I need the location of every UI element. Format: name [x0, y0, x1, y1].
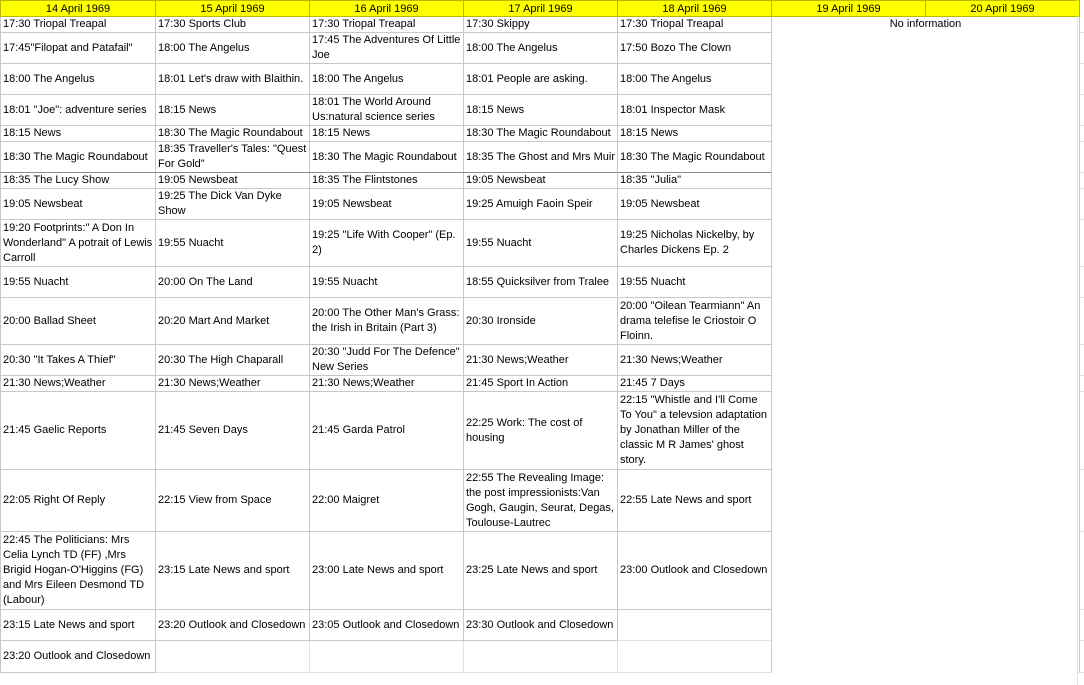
schedule-cell[interactable]: 18:35 The Lucy Show — [1, 173, 156, 189]
schedule-cell[interactable]: 20:00 The Other Man's Grass: the Irish in Britain (Part 3) — [310, 298, 464, 345]
schedule-cell[interactable]: 23:05 Outlook and Closedown — [310, 610, 464, 641]
schedule-cell[interactable]: 20:20 Mart And Market — [156, 298, 310, 345]
schedule-cell[interactable]: 18:30 The Magic Roundabout — [618, 142, 772, 173]
schedule-cell[interactable]: 19:55 Nuacht — [464, 220, 618, 267]
grid-line — [1077, 609, 1084, 610]
header-cell[interactable]: 20 April 1969 — [926, 1, 1080, 17]
schedule-cell[interactable]: 19:20 Footprints:" A Don In Wonderland" A potrait of Lewis Carroll — [1, 220, 156, 267]
schedule-cell[interactable]: 20:30 Ironside — [464, 298, 618, 345]
schedule-cell[interactable]: 17:50 Bozo The Clown — [618, 33, 772, 64]
schedule-cell[interactable]: 23:00 Late News and sport — [310, 532, 464, 610]
schedule-cell[interactable]: 19:05 Newsbeat — [1, 189, 156, 220]
schedule-cell[interactable] — [464, 641, 618, 673]
grid-line — [1077, 297, 1084, 298]
schedule-cell[interactable]: 17:30 Triopal Treapal — [618, 17, 772, 33]
schedule-cell[interactable]: 22:25 Work: The cost of housing — [464, 392, 618, 470]
schedule-cell[interactable]: 18:35 Traveller's Tales: "Quest For Gold" — [156, 142, 310, 173]
schedule-cell[interactable]: 22:05 Right Of Reply — [1, 470, 156, 532]
schedule-cell[interactable]: 22:00 Maigret — [310, 470, 464, 532]
schedule-cell[interactable]: 18:35 "Julia" — [618, 173, 772, 189]
schedule-cell[interactable]: 23:20 Outlook and Closedown — [156, 610, 310, 641]
schedule-cell[interactable]: 22:55 Late News and sport — [618, 470, 772, 532]
schedule-cell[interactable]: 18:35 The Flintstones — [310, 173, 464, 189]
grid-line — [1077, 219, 1084, 220]
schedule-cell[interactable]: 21:30 News;Weather — [1, 376, 156, 392]
grid-line — [1077, 640, 1084, 641]
header-cell[interactable]: 18 April 1969 — [618, 1, 772, 17]
schedule-cell[interactable]: 17:30 Sports Club — [156, 17, 310, 33]
schedule-cell[interactable]: 17:30 Triopal Treapal — [310, 17, 464, 33]
header-cell[interactable]: 16 April 1969 — [310, 1, 464, 17]
header-cell[interactable]: 17 April 1969 — [464, 1, 618, 17]
grid-line — [1077, 32, 1084, 33]
schedule-cell[interactable]: 22:55 The Revealing Image: the post impressionists:Van Gogh, Gaugin, Seurat, Degas, Toulouse-Lautrec — [464, 470, 618, 532]
grid-line — [1077, 672, 1084, 673]
schedule-cell[interactable]: 19:55 Nuacht — [618, 267, 772, 298]
header-cell[interactable]: 19 April 1969 — [772, 1, 926, 17]
schedule-cell[interactable]: 20:00 On The Land — [156, 267, 310, 298]
schedule-cell[interactable]: 18:30 The Magic Roundabout — [310, 142, 464, 173]
schedule-cell[interactable]: 21:30 News;Weather — [156, 376, 310, 392]
schedule-cell[interactable]: 19:25 Amuigh Faoin Speir — [464, 189, 618, 220]
schedule-cell[interactable]: 23:00 Outlook and Closedown — [618, 532, 772, 610]
schedule-cell[interactable]: 18:15 News — [1, 126, 156, 142]
grid-line — [1077, 344, 1084, 345]
schedule-cell[interactable]: 18:15 News — [310, 126, 464, 142]
schedule-cell[interactable]: 17:45 The Adventures Of Little Joe — [310, 33, 464, 64]
no-information-cell[interactable]: No information — [772, 17, 1080, 673]
schedule-cell[interactable]: 19:25 "Life With Cooper" (Ep. 2) — [310, 220, 464, 267]
grid-line — [1077, 0, 1078, 685]
schedule-cell[interactable]: 19:05 Newsbeat — [156, 173, 310, 189]
schedule-cell[interactable]: 21:45 Garda Patrol — [310, 392, 464, 470]
schedule-cell[interactable]: 21:45 Sport In Action — [464, 376, 618, 392]
schedule-cell[interactable]: 19:25 The Dick Van Dyke Show — [156, 189, 310, 220]
schedule-cell[interactable]: 18:55 Quicksilver from Tralee — [464, 267, 618, 298]
schedule-cell[interactable]: 20:00 "Oilean Tearmiann" An drama telefise le Criostoir O Floinn. — [618, 298, 772, 345]
grid-line — [1077, 469, 1084, 470]
header-cell[interactable]: 14 April 1969 — [1, 1, 156, 17]
schedule-cell[interactable]: 23:25 Late News and sport — [464, 532, 618, 610]
schedule-cell[interactable] — [618, 641, 772, 673]
schedule-cell[interactable]: 19:55 Nuacht — [1, 267, 156, 298]
schedule-cell[interactable]: 22:45 The Politicians: Mrs Celia Lynch TD (FF) ,Mrs Brigid Hogan-O'Higgins (FG) and Mrs Eileen Desmond TD (Labour) — [1, 532, 156, 610]
grid-line — [1077, 531, 1084, 532]
schedule-cell[interactable]: 17:45"Filopat and Patafail" — [1, 33, 156, 64]
grid-line — [1077, 63, 1084, 64]
schedule-cell[interactable] — [156, 641, 310, 673]
schedule-cell[interactable]: 18:00 The Angelus — [156, 33, 310, 64]
schedule-cell[interactable]: 20:30 "It Takes A Thief" — [1, 345, 156, 376]
schedule-cell[interactable]: 18:15 News — [156, 95, 310, 126]
schedule-cell[interactable]: 19:55 Nuacht — [310, 267, 464, 298]
grid-line — [1077, 172, 1084, 173]
grid-line — [1077, 125, 1084, 126]
schedule-cell[interactable]: 18:30 The Magic Roundabout — [464, 126, 618, 142]
schedule-cell[interactable]: 18:01 "Joe": adventure series — [1, 95, 156, 126]
grid-line — [1077, 266, 1084, 267]
schedule-cell[interactable]: 18:35 The Ghost and Mrs Muir — [464, 142, 618, 173]
schedule-cell[interactable]: 21:30 News;Weather — [464, 345, 618, 376]
header-cell[interactable]: 15 April 1969 — [156, 1, 310, 17]
schedule-cell[interactable]: 18:01 People are asking. — [464, 64, 618, 95]
grid-line — [1077, 391, 1084, 392]
schedule-cell[interactable]: 18:30 The Magic Roundabout — [156, 126, 310, 142]
schedule-cell[interactable]: 20:00 Ballad Sheet — [1, 298, 156, 345]
schedule-cell[interactable]: 19:55 Nuacht — [156, 220, 310, 267]
schedule-cell[interactable]: 23:15 Late News and sport — [156, 532, 310, 610]
grid-line — [1077, 141, 1084, 142]
header-row — [1, 1, 1080, 17]
schedule-cell[interactable]: 18:00 The Angelus — [310, 64, 464, 95]
schedule-cell[interactable]: 18:15 News — [618, 126, 772, 142]
schedule-cell[interactable]: 23:15 Late News and sport — [1, 610, 156, 641]
schedule-cell[interactable]: 17:30 Skippy — [464, 17, 618, 33]
schedule-cell[interactable]: 23:20 Outlook and Closedown — [1, 641, 156, 673]
table-row — [1, 17, 1080, 33]
schedule-cell[interactable]: 20:30 "Judd For The Defence" New Series — [310, 345, 464, 376]
schedule-cell[interactable]: 18:30 The Magic Roundabout — [1, 142, 156, 173]
schedule-cell[interactable]: 18:15 News — [464, 95, 618, 126]
schedule-cell[interactable]: 18:00 The Angelus — [618, 64, 772, 95]
schedule-cell[interactable]: 22:15 View from Space — [156, 470, 310, 532]
schedule-cell[interactable]: 19:05 Newsbeat — [618, 189, 772, 220]
schedule-cell[interactable]: 18:00 The Angelus — [1, 64, 156, 95]
schedule-cell[interactable]: 19:25 Nicholas Nickelby, by Charles Dickens Ep. 2 — [618, 220, 772, 267]
schedule-cell[interactable]: 23:30 Outlook and Closedown — [464, 610, 618, 641]
schedule-cell[interactable]: 18:01 The World Around Us:natural science series — [310, 95, 464, 126]
schedule-cell[interactable]: 18:00 The Angelus — [464, 33, 618, 64]
schedule-cell[interactable]: 21:30 News;Weather — [310, 376, 464, 392]
schedule-cell[interactable] — [310, 641, 464, 673]
schedule-cell[interactable]: 21:45 Seven Days — [156, 392, 310, 470]
schedule-cell[interactable]: 21:30 News;Weather — [618, 345, 772, 376]
schedule-cell[interactable]: 17:30 Triopal Treapal — [1, 17, 156, 33]
schedule-cell[interactable]: 21:45 7 Days — [618, 376, 772, 392]
grid-line — [1077, 188, 1084, 189]
schedule-cell[interactable]: 21:45 Gaelic Reports — [1, 392, 156, 470]
schedule-cell[interactable]: 19:05 Newsbeat — [464, 173, 618, 189]
grid-line — [1077, 94, 1084, 95]
schedule-cell[interactable]: 18:01 Inspector Mask — [618, 95, 772, 126]
schedule-cell[interactable]: 19:05 Newsbeat — [310, 189, 464, 220]
schedule-cell[interactable]: 22:15 "Whistle and I'll Come To You" a televsion adaptation by Jonathan Miller of the classic M R James' ghost story. — [618, 392, 772, 470]
schedule-cell[interactable]: 18:01 Let's draw with Blaithin. — [156, 64, 310, 95]
schedule-cell[interactable] — [618, 610, 772, 641]
grid-line — [1077, 375, 1084, 376]
schedule-cell[interactable]: 20:30 The High Chaparall — [156, 345, 310, 376]
